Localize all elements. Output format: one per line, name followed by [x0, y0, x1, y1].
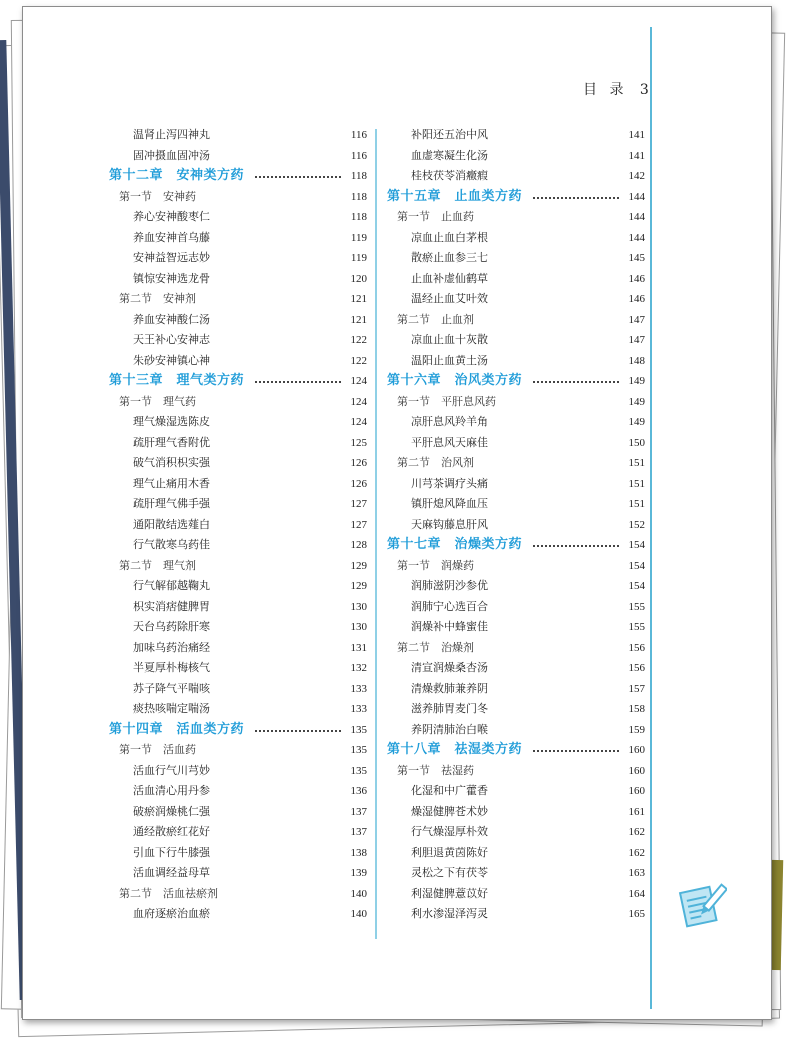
toc-page-number: 146 — [628, 293, 645, 305]
toc-page-number: 124 — [350, 416, 367, 428]
toc-page-number: 129 — [350, 580, 367, 592]
toc-section-title: 第一节 安神药 — [119, 189, 196, 203]
toc-page-number: 129 — [350, 559, 367, 572]
toc-item-title: 桂枝茯苓消癥瘕 — [411, 169, 488, 182]
toc-page-number: 131 — [350, 641, 367, 654]
toc-page-number: 130 — [350, 600, 367, 613]
toc-section[interactable] — [387, 310, 645, 331]
toc-item-title: 朱砂安神镇心神 — [133, 353, 210, 367]
toc-page-number: 156 — [628, 641, 645, 654]
toc-section[interactable] — [387, 392, 645, 413]
toc-section[interactable] — [387, 453, 645, 474]
dot-leader — [533, 381, 619, 383]
toc-item-title: 活血清心用丹参 — [133, 784, 210, 797]
toc-page-number: 122 — [350, 334, 367, 346]
toc-page-number: 145 — [628, 252, 645, 264]
toc-item-title: 枳实消痞健脾胃 — [133, 599, 210, 613]
toc-item[interactable] — [387, 228, 645, 249]
toc-section[interactable] — [109, 740, 367, 761]
toc-item[interactable] — [109, 433, 367, 454]
dot-leader — [255, 730, 341, 732]
toc-page-number: 162 — [628, 846, 645, 859]
toc-page-number: 135 — [350, 723, 367, 736]
toc-section[interactable] — [109, 289, 367, 310]
toc-item[interactable] — [109, 494, 367, 515]
toc-item[interactable] — [109, 904, 367, 925]
toc-item[interactable] — [387, 802, 645, 823]
toc-item[interactable] — [109, 761, 367, 782]
toc-item-title: 润肺宁心选百合 — [411, 599, 488, 613]
toc-item-title: 燥湿健脾苍术妙 — [411, 804, 488, 818]
toc-item[interactable] — [387, 433, 645, 454]
toc-item-title: 利胆退黄茵陈好 — [411, 845, 488, 859]
toc-item-title: 清燥救肺兼养阴 — [411, 681, 488, 695]
toc-item[interactable] — [109, 679, 367, 700]
toc-page-number: 160 — [628, 764, 645, 777]
toc-item[interactable] — [109, 843, 367, 864]
toc-page-number: 133 — [350, 682, 367, 695]
toc-item[interactable] — [387, 412, 645, 433]
toc-item-title: 理气燥湿选陈皮 — [133, 415, 210, 428]
toc-chapter[interactable] — [387, 740, 645, 761]
toc-page-number: 128 — [350, 539, 367, 551]
toc-item-title: 行气解郁越鞠丸 — [133, 579, 210, 592]
toc-item-title: 凉肝息风羚羊角 — [411, 415, 488, 428]
toc-item[interactable] — [109, 658, 367, 679]
toc-item[interactable] — [109, 802, 367, 823]
toc-item[interactable] — [109, 453, 367, 474]
toc-item[interactable] — [109, 146, 367, 167]
toc-item[interactable] — [387, 474, 645, 495]
toc-section-title: 第一节 平肝息风药 — [397, 394, 496, 408]
toc-item[interactable] — [109, 699, 367, 720]
toc-item[interactable] — [387, 515, 645, 536]
dot-leader — [533, 750, 619, 752]
toc-page-number: 158 — [628, 703, 645, 715]
toc-item[interactable] — [387, 884, 645, 905]
toc-item-title: 清宣润燥桑杏汤 — [411, 661, 488, 674]
toc-chapter[interactable] — [109, 720, 367, 741]
toc-item-title: 润燥补中蜂蜜佳 — [411, 620, 488, 633]
toc-item[interactable] — [109, 781, 367, 802]
toc-page-number: 154 — [628, 580, 645, 592]
toc-item[interactable] — [387, 146, 645, 167]
toc-page-number: 118 — [350, 190, 367, 203]
toc-page-number: 122 — [350, 354, 367, 367]
toc-item-title: 灵松之下有茯苓 — [411, 866, 488, 879]
toc-page-number: 150 — [628, 436, 645, 449]
toc-page-number: 147 — [628, 313, 645, 326]
toc-section[interactable] — [387, 207, 645, 228]
margin-rule — [650, 27, 652, 1009]
toc-page-number: 149 — [628, 416, 645, 428]
toc-chapter-title: 第十五章 止血类方药 — [387, 188, 523, 204]
notepad-pencil-icon — [675, 879, 727, 931]
toc-item[interactable] — [387, 863, 645, 884]
toc-page-number: 149 — [628, 395, 645, 408]
toc-page-number: 163 — [628, 867, 645, 879]
toc-item[interactable] — [387, 597, 645, 618]
toc-item[interactable] — [387, 330, 645, 351]
toc-chapter[interactable] — [387, 535, 645, 556]
toc-item-title: 补阳还五治中风 — [411, 128, 488, 141]
toc-item-title: 温阳止血黄土汤 — [411, 353, 488, 367]
toc-section-title: 第二节 理气剂 — [119, 558, 196, 572]
toc-page-number: 159 — [628, 723, 645, 736]
header-label: 目 录 — [583, 82, 628, 98]
toc-item[interactable] — [109, 228, 367, 249]
toc-item[interactable] — [387, 904, 645, 925]
toc-page-number: 142 — [628, 170, 645, 182]
toc-item-title: 天台乌药除肝寒 — [133, 620, 210, 633]
toc-chapter[interactable] — [109, 166, 367, 187]
toc-item-title: 散瘀止血参三七 — [411, 251, 488, 264]
toc-item[interactable] — [387, 617, 645, 638]
toc-item[interactable] — [387, 658, 645, 679]
toc-page-number: 155 — [628, 600, 645, 613]
toc-page-number: 136 — [350, 785, 367, 797]
toc-chapter[interactable] — [387, 187, 645, 208]
toc-page-number: 116 — [350, 129, 367, 141]
toc-section-title: 第二节 安神剂 — [119, 292, 196, 305]
toc-page-number: 144 — [628, 190, 645, 203]
toc-item-title: 养血安神首乌藤 — [133, 230, 210, 244]
toc-item-title: 破瘀润燥桃仁强 — [133, 804, 210, 818]
toc-item[interactable] — [387, 720, 645, 741]
toc-item[interactable] — [387, 351, 645, 372]
toc-page-number: 144 — [628, 211, 645, 223]
toc-page-number: 119 — [350, 231, 367, 244]
toc-item-title: 川芎茶调疗头痛 — [411, 476, 488, 490]
dot-leader — [533, 197, 619, 199]
toc-section-title: 第一节 润燥药 — [397, 558, 474, 572]
toc-item-title: 凉血止血白茅根 — [411, 230, 488, 244]
toc-page-number: 127 — [350, 518, 367, 531]
toc-page-number: 165 — [628, 908, 645, 920]
toc-page-number: 151 — [628, 457, 645, 469]
document-page — [22, 6, 772, 1020]
toc-page-number: 127 — [350, 498, 367, 510]
toc-page-number: 144 — [628, 231, 645, 244]
toc-item-title: 活血调经益母草 — [133, 866, 210, 879]
toc-item[interactable] — [387, 494, 645, 515]
toc-page-number: 124 — [350, 375, 367, 387]
toc-item[interactable] — [109, 248, 367, 269]
toc-item[interactable] — [109, 638, 367, 659]
running-header — [583, 79, 649, 99]
toc-item-title: 天麻钩藤息肝风 — [411, 517, 488, 531]
toc-item-title: 通经散瘀红花好 — [133, 825, 210, 838]
toc-item-title: 凉血止血十灰散 — [411, 333, 488, 346]
dot-leader — [533, 545, 619, 547]
toc-item-title: 引血下行牛膝强 — [133, 845, 210, 859]
toc-item[interactable] — [387, 822, 645, 843]
toc-section-title: 第一节 止血药 — [397, 210, 474, 223]
toc-item-title: 疏肝理气香附优 — [133, 435, 210, 449]
toc-item[interactable] — [387, 248, 645, 269]
toc-item-title: 理气止痛用木香 — [133, 476, 210, 490]
toc-section[interactable] — [109, 884, 367, 905]
toc-item-title: 止血补虚仙鹤草 — [411, 271, 488, 285]
toc-chapter-title: 第十三章 理气类方药 — [109, 373, 245, 388]
toc-item-title: 平肝息风天麻佳 — [411, 435, 488, 449]
toc-page-number: 162 — [628, 826, 645, 838]
toc-page-number: 139 — [350, 867, 367, 879]
toc-page-number: 120 — [350, 272, 367, 285]
toc-item-title: 血府逐瘀治血瘀 — [133, 907, 210, 920]
toc-item[interactable] — [387, 679, 645, 700]
toc-section[interactable] — [387, 638, 645, 659]
toc-page-number: 151 — [628, 498, 645, 510]
toc-section[interactable] — [109, 556, 367, 577]
toc-item[interactable] — [387, 576, 645, 597]
toc-item-title: 行气散寒乌药佳 — [133, 538, 210, 551]
toc-page-number: 135 — [350, 744, 367, 756]
toc-page-number: 164 — [628, 887, 645, 900]
toc-item[interactable] — [387, 125, 645, 146]
toc-page-number: 118 — [350, 170, 367, 182]
toc-page-number: 149 — [628, 375, 645, 387]
toc-page-number: 154 — [628, 559, 645, 572]
toc-item-title: 加味乌药治痛经 — [133, 640, 210, 654]
toc-item-title: 润肺滋阴沙参优 — [411, 579, 488, 592]
toc-section-title: 第一节 祛湿药 — [397, 763, 474, 777]
toc-section[interactable] — [387, 761, 645, 782]
toc-item-title: 温肾止泻四神丸 — [133, 128, 210, 141]
toc-section-title: 第二节 止血剂 — [397, 312, 474, 326]
toc-chapter-title: 第十六章 治风类方药 — [387, 373, 523, 388]
toc-item[interactable] — [109, 822, 367, 843]
toc-section[interactable] — [109, 392, 367, 413]
toc-item[interactable] — [109, 576, 367, 597]
toc-item-title: 行气燥湿厚朴效 — [411, 825, 488, 838]
toc-page-number: 137 — [350, 826, 367, 838]
toc-item[interactable] — [387, 269, 645, 290]
toc-section-title: 第二节 治风剂 — [397, 456, 474, 469]
toc-item-title: 天王补心安神志 — [133, 333, 210, 346]
toc-page-number: 140 — [350, 908, 367, 920]
toc-page-number: 157 — [628, 682, 645, 695]
toc-item[interactable] — [109, 597, 367, 618]
toc-section[interactable] — [109, 187, 367, 208]
toc-page-number: 133 — [350, 703, 367, 715]
toc-item[interactable] — [387, 166, 645, 187]
toc-page-number: 147 — [628, 334, 645, 346]
toc-item-title: 养心安神酸枣仁 — [133, 210, 210, 223]
toc-page-number: 119 — [350, 252, 367, 264]
toc-item-title: 半夏厚朴梅核气 — [133, 661, 210, 674]
toc-item[interactable] — [387, 843, 645, 864]
toc-page-number: 121 — [350, 313, 367, 326]
toc-item[interactable] — [109, 351, 367, 372]
dot-leader — [255, 381, 341, 383]
toc-page-number: 160 — [628, 785, 645, 797]
toc-item-title: 破气消积枳实强 — [133, 456, 210, 469]
toc-item[interactable] — [109, 863, 367, 884]
toc-item-title: 利湿健脾薏苡好 — [411, 886, 488, 900]
toc-page-number: 161 — [628, 805, 645, 818]
toc-item[interactable] — [109, 310, 367, 331]
toc-page-number: 135 — [350, 764, 367, 777]
toc-page-number: 126 — [350, 457, 367, 469]
toc-page-number: 124 — [350, 395, 367, 408]
toc-page-number: 151 — [628, 477, 645, 490]
toc-item-title: 血虚寒凝生化汤 — [411, 148, 488, 162]
toc-chapter-title: 第十七章 治燥类方药 — [387, 537, 523, 552]
toc-page-number: 125 — [350, 436, 367, 449]
toc-page-number: 154 — [628, 539, 645, 551]
toc-section-title: 第一节 活血药 — [119, 743, 196, 756]
toc-page-number: 141 — [628, 149, 645, 162]
page-number: 3 — [639, 82, 649, 98]
toc-page-number: 160 — [628, 744, 645, 756]
toc-page-number: 146 — [628, 272, 645, 285]
toc-page-number: 152 — [628, 518, 645, 531]
toc-page-number: 121 — [350, 293, 367, 305]
toc-item[interactable] — [109, 330, 367, 351]
toc-item-title: 痰热咳喘定喘汤 — [133, 702, 210, 715]
toc-item-title: 安神益智远志妙 — [133, 251, 210, 264]
toc-item-title: 温经止血艾叶效 — [411, 292, 488, 305]
toc-item[interactable] — [109, 269, 367, 290]
toc-item-title: 化湿和中广藿香 — [411, 784, 488, 797]
toc-page-number: 132 — [350, 662, 367, 674]
toc-item[interactable] — [387, 699, 645, 720]
toc-item[interactable] — [109, 535, 367, 556]
toc-item-title: 疏肝理气佛手强 — [133, 497, 210, 510]
toc-item-title: 镇惊安神选龙骨 — [133, 271, 210, 285]
toc-page-number: 148 — [628, 354, 645, 367]
toc-item-title: 活血行气川芎妙 — [133, 763, 210, 777]
toc-page-number: 156 — [628, 662, 645, 674]
toc-item[interactable] — [109, 125, 367, 146]
dot-leader — [255, 176, 341, 178]
toc-section-title: 第二节 治燥剂 — [397, 640, 474, 654]
toc-item-title: 固冲摄血固冲汤 — [133, 148, 210, 162]
toc-column-left — [109, 125, 367, 925]
toc-item[interactable] — [109, 474, 367, 495]
toc-item[interactable] — [109, 617, 367, 638]
toc-page-number: 116 — [350, 149, 367, 162]
toc-item-title: 苏子降气平喘咳 — [133, 681, 210, 695]
toc-page-number: 155 — [628, 621, 645, 633]
toc-item[interactable] — [387, 289, 645, 310]
toc-item[interactable] — [109, 515, 367, 536]
toc-page-number: 118 — [350, 211, 367, 223]
toc-section[interactable] — [387, 556, 645, 577]
toc-item-title: 利水渗湿泽泻灵 — [411, 907, 488, 920]
toc-item-title: 养血安神酸仁汤 — [133, 312, 210, 326]
toc-chapter[interactable] — [387, 371, 645, 392]
toc-item-title: 镇肝熄风降血压 — [411, 497, 488, 510]
toc-item-title: 通阳散结选薤白 — [133, 517, 210, 531]
toc-item-title: 滋养肺胃麦门冬 — [411, 702, 488, 715]
toc-page-number: 137 — [350, 805, 367, 818]
toc-item[interactable] — [387, 781, 645, 802]
toc-page-number: 130 — [350, 621, 367, 633]
toc-page-number: 138 — [350, 846, 367, 859]
toc-page-number: 140 — [350, 887, 367, 900]
toc-item[interactable] — [109, 412, 367, 433]
toc-chapter-title: 第十四章 活血类方药 — [109, 721, 245, 737]
toc-page-number: 126 — [350, 477, 367, 490]
toc-column-right — [387, 125, 645, 925]
toc-section-title: 第一节 理气药 — [119, 394, 196, 408]
toc-item[interactable] — [109, 207, 367, 228]
toc-chapter-title: 第十八章 祛湿类方药 — [387, 742, 523, 757]
toc-chapter[interactable] — [109, 371, 367, 392]
column-divider — [375, 129, 377, 939]
toc-section-title: 第二节 活血祛瘀剂 — [119, 886, 218, 900]
toc-page-number: 141 — [628, 129, 645, 141]
toc-item-title: 养阴清肺治白喉 — [411, 722, 488, 736]
toc-chapter-title: 第十二章 安神类方药 — [109, 168, 245, 183]
